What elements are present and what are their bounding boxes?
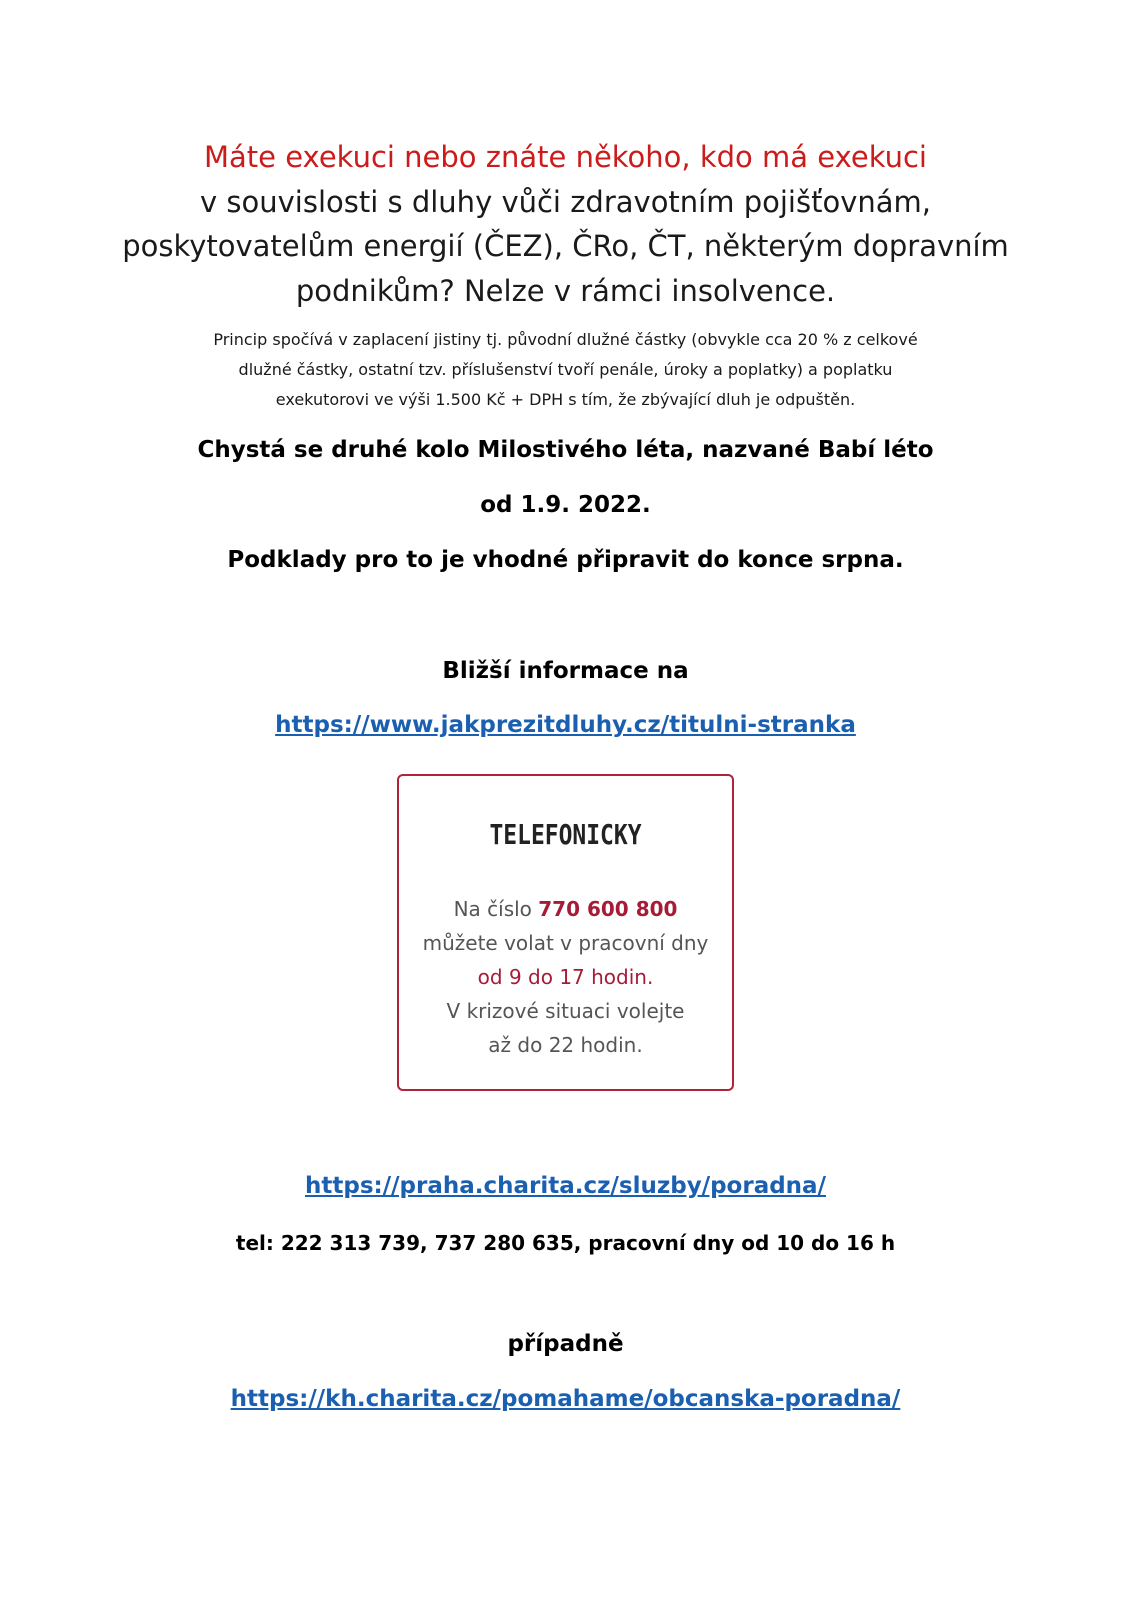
praha-charita-link[interactable]: https://praha.charita.cz/sluzby/poradna/: [305, 1173, 826, 1199]
phone-box-hours: od 9 do 17 hodin.: [477, 965, 654, 989]
intro-line-2: dlužné částky, ostatní tzv. příslušenství tvoří penále, úroky a poplatky) a poplatku: [238, 360, 893, 379]
headline-line-4: podnikům? Nelze v rámci insolvence.: [295, 273, 836, 308]
announcement-line-1: Chystá se druhé kolo Milostivého léta, nazvané Babí léto: [197, 437, 934, 463]
praha-charita-link-row: [0, 1173, 1131, 1199]
intro-paragraph: [150, 325, 981, 415]
praha-charita-tel: tel: 222 313 739, 737 280 635, pracovní dny od 10 do 16 h: [235, 1231, 896, 1255]
phone-box-text: [399, 892, 732, 1062]
phone-box-line-5: až do 22 hodin.: [488, 1033, 643, 1057]
headline-line-3: poskytovatelům energií (ČEZ), ČRo, ČT, některým dopravním: [122, 229, 1009, 263]
intro-line-1: Princip spočívá v zaplacení jistiny tj. původní dlužné částky (obvykle cca 20 % z celkové: [213, 330, 918, 349]
jakprezitdluhy-link[interactable]: https://www.jakprezitdluhy.cz/titulni-stranka: [275, 712, 856, 738]
alternative-label: případně: [507, 1331, 624, 1357]
phone-box-line-4: V krizové situaci volejte: [446, 999, 685, 1023]
announcement-line-3: Podklady pro to je vhodné připravit do konce srpna.: [227, 547, 904, 573]
announcement-date: od 1.9. 2022.: [480, 492, 651, 518]
kh-charita-link-row: [0, 1386, 1131, 1412]
headline-line-2: v souvislosti s dluhy vůči zdravotním pojišťovnám,: [200, 184, 931, 219]
more-info-link-row: [0, 712, 1131, 738]
headline: [0, 135, 1131, 313]
phone-prefix: Na číslo: [453, 897, 539, 921]
intro-line-3: exekutorovi ve výši 1.500 Kč + DPH s tím, že zbývající dluh je odpuštěn.: [275, 390, 856, 409]
phone-number: 770 600 800: [538, 897, 678, 921]
more-info-label: Bližší informace na: [442, 658, 689, 684]
phone-number-line: [399, 892, 732, 926]
headline-red-line: Máte exekuci nebo znáte někoho, kdo má exekuci: [204, 140, 927, 174]
phone-box-line-2: můžete volat v pracovní dny: [422, 931, 709, 955]
phone-info-box: [397, 774, 734, 1091]
phone-box-title: TELEFONICKY: [489, 818, 642, 851]
kh-charita-link[interactable]: https://kh.charita.cz/pomahame/obcanska-poradna/: [230, 1386, 901, 1412]
